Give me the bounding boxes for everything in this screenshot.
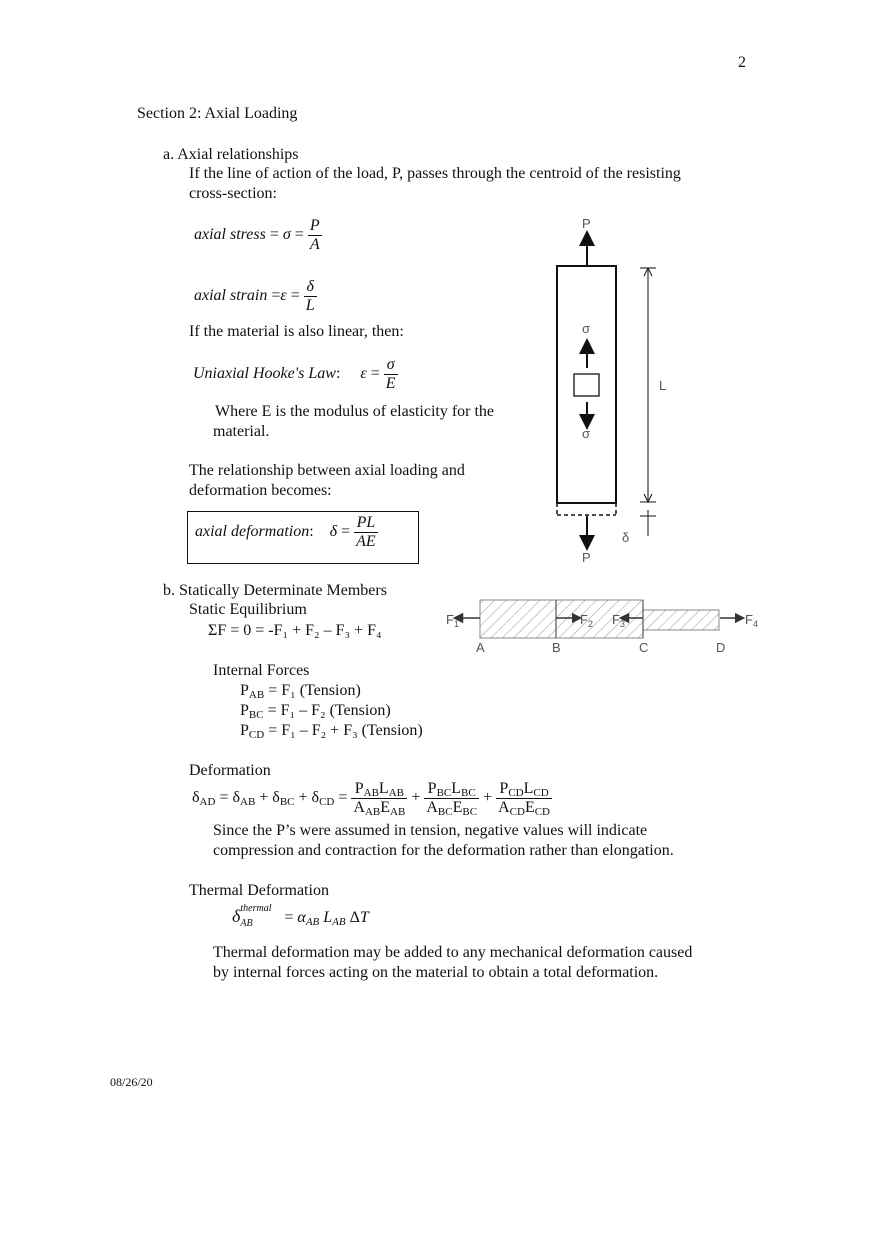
axial-strain-formula: axial strain =ε = $\frac{\delta}{L}$ [194, 278, 315, 314]
stress-element [574, 374, 599, 396]
point-d-label: D [716, 640, 726, 655]
static-equilibrium-heading: Static Equilibrium [189, 601, 307, 618]
page-number: 2 [738, 54, 746, 71]
internal-forces-heading: Internal Forces [213, 662, 310, 679]
stress-top-label: σ [582, 321, 591, 336]
modulus-note-line1: Where E is the modulus of elasticity for the [215, 403, 495, 420]
footer-date: 08/26/20 [110, 1075, 153, 1089]
axial-bar-figure [540, 210, 670, 570]
force-f1-label: $F_1$ [446, 612, 459, 629]
axial-strain-fraction: $\frac{\delta}{L}$ [305, 278, 315, 314]
axial-stress-fraction: $\frac{P}{A}$ [309, 217, 320, 253]
sign-note-line1: Since the P’s were assumed in tension, negative values will indicate [213, 822, 648, 839]
force-f3-label: $F_3$ [612, 612, 625, 629]
equilibrium-equation: ΣF = 0 = -F₁ + F₂ – F₃ + F₄ [208, 622, 382, 639]
relation-line1: The relationship between axial loading and [189, 462, 465, 479]
hookes-law-formula: Uniaxial Hooke's Law: ε = $\frac{\sigma}{E}$ [193, 356, 396, 392]
total-deformation-equation: $\delta_{AD} = \delta_{AB} + \delta_{BC} + \delta_{CD}$ = $\frac{P_{AB}L_{AB}}{A_{AB}E_{AB}}$ + $\frac{P_{BC}L_{BC}}{A_{BC}E_{BC}}$ + $\frac{P_{CD}L_{CD}}{A_{CD}E_{CD}}$ [192, 780, 550, 818]
bar-delta-label: δ [622, 530, 630, 545]
axial-deformation-formula: axial deformation: δ = $\frac{PL}{AE}$ [195, 514, 376, 550]
deformation-heading: Deformation [189, 762, 271, 779]
rod-figure [440, 598, 760, 658]
part-a-heading: a. Axial relationships [163, 146, 299, 163]
bar-load-bottom-label: P [582, 550, 591, 565]
stress-bottom-label: σ [582, 426, 591, 441]
axial-strain-label: axial strain [194, 287, 268, 305]
hookes-law-fraction: $\frac{\sigma}{E}$ [385, 356, 396, 392]
axial-deformation-label: axial deformation [195, 523, 310, 541]
axial-deformation-fraction: $\frac{PL}{AE}$ [356, 514, 376, 550]
bar-load-top-label: P [582, 216, 591, 231]
thermal-formula: δ thermal AB = $\alpha_{AB}$ $L_{AB}$ ΔT [232, 903, 369, 929]
force-f4-label: $F_4$ [745, 612, 758, 629]
section-title: Section 2: Axial Loading [137, 105, 298, 122]
relation-line2: deformation becomes: [189, 482, 332, 499]
rod-segment-cd [643, 610, 719, 630]
part-b-heading: b. Statically Determinate Members [163, 582, 387, 599]
point-b-label: B [552, 640, 561, 655]
hookes-law-label: Uniaxial Hooke's Law [193, 365, 336, 383]
sign-note-line2: compression and contraction for the deformation rather than elongation. [213, 842, 674, 859]
internal-force-ab: $P_{AB} = F_1$ (Tension) [240, 682, 361, 701]
thermal-note-line2: by internal forces acting on the material to obtain a total deformation. [213, 964, 659, 981]
part-a-intro-line1: If the line of action of the load, P, passes through the centroid of the resisting [189, 165, 681, 182]
axial-stress-label: axial stress [194, 226, 266, 244]
point-a-label: A [476, 640, 485, 655]
internal-force-cd: $P_{CD} = F_1 - F_2 + F_3$ (Tension) [240, 722, 423, 741]
force-f2-label: $F_2$ [580, 612, 593, 629]
thermal-heading: Thermal Deformation [189, 882, 329, 899]
modulus-note-line2: material. [213, 423, 270, 440]
thermal-note-line1: Thermal deformation may be added to any mechanical deformation caused [213, 944, 693, 961]
point-c-label: C [639, 640, 649, 655]
axial-stress-formula: axial stress = σ = $\frac{P}{A}$ [194, 217, 320, 253]
bar-body [557, 266, 616, 503]
part-a-intro-line2: cross-section: [189, 185, 277, 202]
bar-length-label: L [659, 378, 667, 393]
linear-note: If the material is also linear, then: [189, 323, 404, 340]
internal-force-bc: $P_{BC} = F_1 - F_2$ (Tension) [240, 702, 391, 721]
